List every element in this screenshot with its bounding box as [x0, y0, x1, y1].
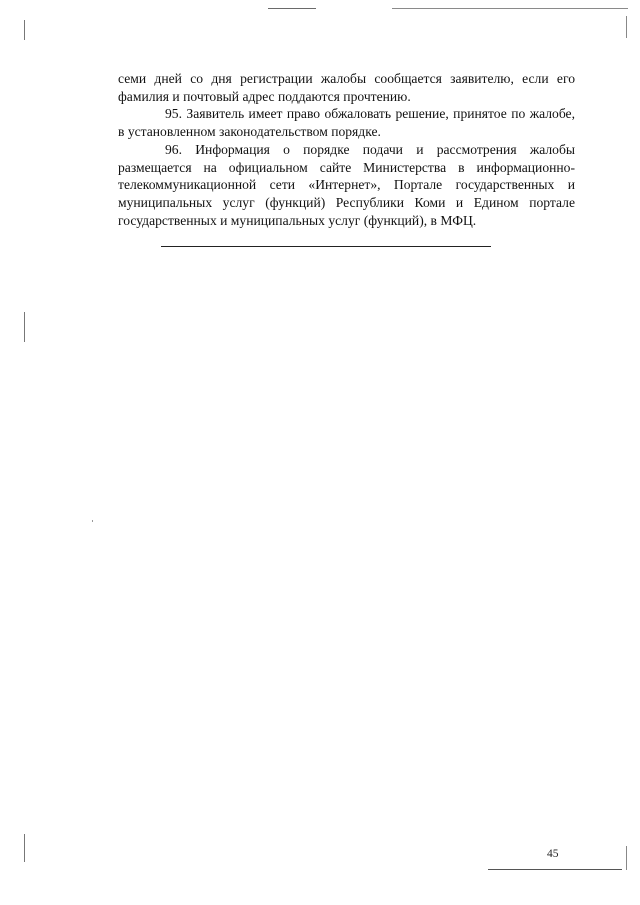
scan-artifact-dot	[92, 520, 93, 522]
scan-artifact-top-line-right	[392, 8, 628, 9]
scan-artifact-right-edge	[626, 16, 627, 38]
scan-artifact-bottom-line	[488, 869, 622, 870]
scan-artifact-left-edge	[24, 834, 25, 862]
document-body	[118, 70, 575, 229]
page-number: 45	[547, 848, 559, 860]
scan-artifact-top-line	[268, 8, 316, 9]
paragraph-95: 95. Заявитель имеет право обжаловать решение, принятое по жалобе, в установленном законодательством порядке.	[118, 106, 575, 140]
paragraph-96: 96. Информация о порядке подачи и рассмотрения жалобы размещается на официальном сайте Министерства в информационно-телекоммуникационной сети «Интернет», Портале государственных и муниципальных услуг (функций) Республики Коми и Едином портале государственных и муниципальных услуг (функций), в МФЦ.	[118, 141, 575, 228]
scan-artifact-left-edge	[24, 20, 25, 40]
paragraph-continuation: семи дней со дня регистрации жалобы сообщается заявителю, если его фамилия и почтовый адрес поддаются прочтению.	[118, 71, 575, 104]
scan-artifact-right-edge	[626, 846, 627, 870]
scan-artifact-left-edge	[24, 312, 25, 342]
end-of-section-rule	[161, 246, 491, 247]
